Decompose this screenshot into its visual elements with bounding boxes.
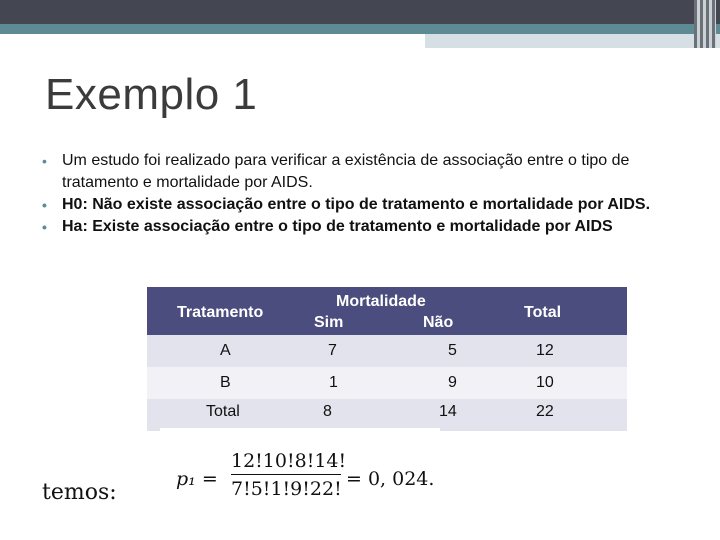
formula-fraction [231, 450, 347, 500]
cell-no: 5 [448, 342, 457, 359]
header-no: Não [423, 314, 454, 331]
bullet-dot-icon: • [42, 219, 47, 235]
cell-total: 12 [536, 342, 554, 359]
top-accent-bar [0, 24, 720, 34]
cell-no: 9 [448, 374, 457, 391]
bullet-text: Ha: Existe associação entre o tipo de tratamento e mortalidade por AIDS [62, 218, 613, 235]
formula-rhs: = 0, 024. [346, 468, 435, 490]
top-light-bar [425, 34, 720, 48]
header-mortality: Mortalidade [336, 293, 426, 310]
top-stripes-decoration [694, 0, 716, 48]
table-row [147, 335, 627, 367]
cell-label: A [220, 342, 231, 359]
cell-label: B [220, 374, 231, 391]
bullet-text: Um estudo foi realizado para verificar a existência de associação entre o tipo de tratamento e mortalidade por AIDS. [62, 152, 630, 191]
formula-denominator: 7!5!1!9!22! [231, 478, 342, 500]
cell-no: 14 [439, 403, 457, 420]
bullet-item [40, 150, 660, 194]
bullet-list [40, 150, 660, 238]
table-row [147, 367, 627, 399]
bullet-text: H0: Não existe associação entre o tipo de tratamento e mortalidade por AIDS. [62, 196, 651, 213]
bullet-item [40, 194, 660, 216]
top-bar [0, 0, 720, 24]
cell-label: Total [206, 403, 240, 420]
formula-numerator: 12!10!8!14! [231, 450, 341, 475]
header-treatment: Tratamento [177, 304, 264, 321]
cell-total: 22 [536, 403, 554, 420]
table-row [147, 399, 627, 431]
cell-yes: 1 [329, 374, 338, 391]
bullet-dot-icon: • [42, 153, 47, 169]
bullet-dot-icon: • [42, 197, 47, 213]
cell-yes: 8 [323, 403, 332, 420]
header-total: Total [524, 304, 562, 321]
cell-yes: 7 [328, 342, 337, 359]
contingency-table [147, 287, 627, 431]
formula-lhs: p₁ = [176, 468, 218, 490]
cell-total: 10 [536, 374, 554, 391]
slide-title: Exemplo 1 [45, 70, 258, 119]
header-yes: Sim [314, 314, 344, 331]
table-header [147, 287, 627, 335]
temos-label: temos: [42, 480, 117, 505]
bullet-item [40, 216, 660, 238]
